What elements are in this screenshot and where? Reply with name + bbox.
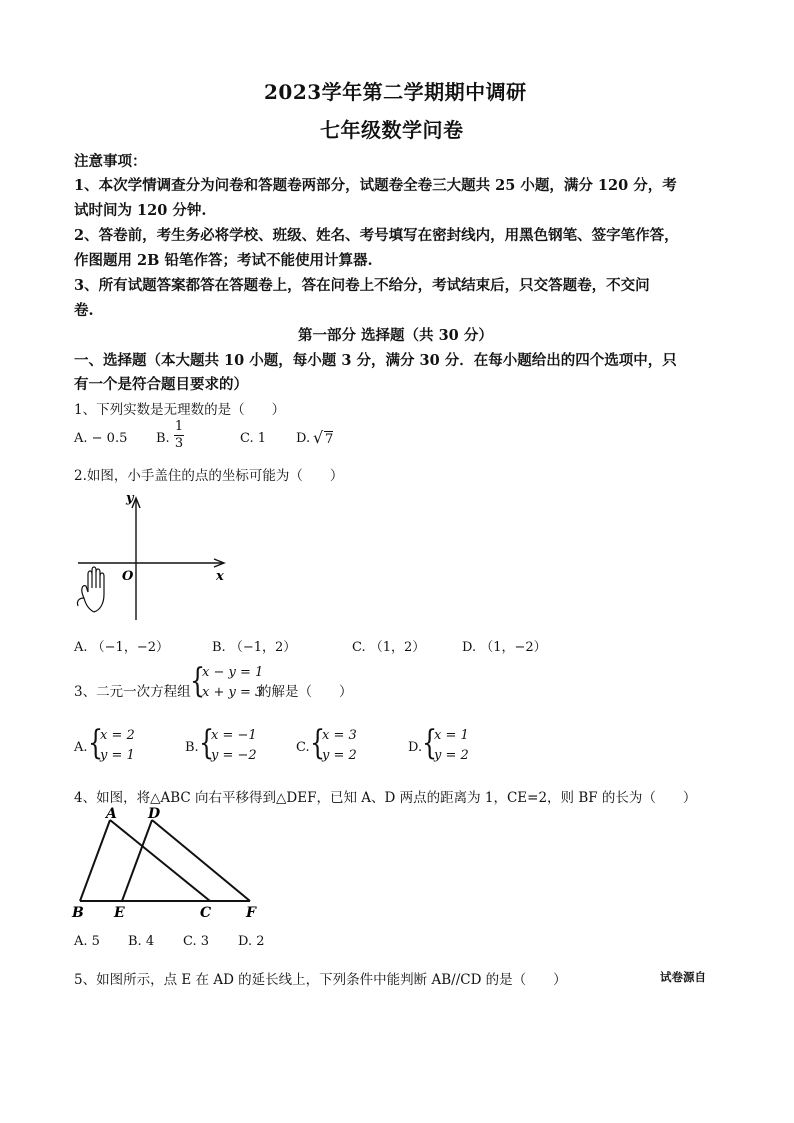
q3-b-eq1: x = −1 [211,728,257,743]
q3-d-brace: { [422,723,438,763]
q3-b-brace: { [199,723,215,763]
q3-equation-2: x + y = 3 [202,685,264,700]
q1-stem: 1、下列实数是无理数的是（ ） [74,402,286,418]
q4-option-c: C. 3 [183,934,210,949]
q3-option-d-system [434,726,469,766]
q3-c-eq2: y = 2 [322,748,357,763]
q4-label-a: A [106,806,117,822]
q3-system-brace: { [190,661,206,701]
q1-d-radicand: 7 [325,432,334,447]
q3-option-c-system [322,726,357,766]
note-3-line-1: 3、所有试题答案都答在答题卷上，答在问卷上不给分，考试结束后，只交答题卷，不交问 [74,277,650,294]
q2-coordinate-figure [70,488,240,624]
part1-heading: 第一部分 选择题（共 30 分） [298,327,493,344]
q3-a-eq1: x = 2 [100,728,135,743]
q2-x-label: x [216,569,224,584]
q1-option-c: C. 1 [240,431,267,446]
q2-origin-label: O [122,569,134,584]
q4-label-e: E [114,905,125,921]
note-2-line-1: 2、答卷前，考生务必将学校、班级、姓名、考号填写在密封线内，用黑色钢笔、签字笔作答， [74,227,679,244]
section-desc-line-1: 一、选择题（本大题共 10 小题，每小题 3 分，满分 30 分．在每小题给出的四个选项中，只 [74,352,677,369]
section-desc-line-2: 有一个是符合题目要求的） [74,376,248,393]
q2-y-label: y [126,491,134,506]
q3-option-b-system [211,726,257,766]
q3-option-a-system [100,726,135,766]
q3-option-c-label: C. [296,740,310,755]
q2-option-d: D. （1，−2） [462,640,547,655]
q3-a-eq2: y = 1 [100,748,135,763]
q4-side-ab [80,820,110,901]
q2-option-a: A. （−1，−2） [74,640,169,655]
q3-a-brace: { [88,723,104,763]
note-1-line-2: 试时间为 120 分钟. [74,202,207,219]
source-watermark: 试卷源自 [660,970,706,984]
page-subtitle: 七年级数学问卷 [320,118,464,142]
q1-b-numerator: 1 [174,419,184,434]
note-2-line-2: 作图题用 2B 铅笔作答；考试不能使用计算器. [74,252,373,269]
q4-option-b: B. 4 [128,934,155,949]
q4-side-ac [110,820,210,901]
q4-label-c: C [200,905,212,921]
q3-stem-suffix: 的解是（ ） [258,684,353,700]
q3-b-eq2: y = −2 [211,748,257,763]
q4-triangle-figure [70,804,270,924]
q3-option-b-label: B. [185,740,199,755]
q1-d-sqrt-sign: √ [313,428,324,447]
q4-option-a: A. 5 [74,934,100,949]
q4-option-d: D. 2 [238,934,265,949]
hand-icon [77,567,104,612]
q3-c-eq1: x = 3 [322,728,357,743]
note-3-line-2: 卷. [74,302,94,319]
q4-label-d: D [148,806,161,822]
q1-option-b-fraction [172,420,186,451]
q2-stem: 2.如图，小手盖住的点的坐标可能为（ ） [74,468,344,484]
q1-option-d-label: D. [296,431,311,446]
q3-c-brace: { [310,723,326,763]
q3-d-eq2: y = 2 [434,748,469,763]
q5-stem: 5、如图所示，点 E 在 AD 的延长线上，下列条件中能判断 AB//CD 的是（ ） [74,972,567,988]
page-title: 2023学年第二学期期中调研 [264,80,527,104]
q4-stem: 4、如图，将△ABC 向右平移得到△DEF，已知 A、D 两点的距离为 1，CE=2，则 BF 的长为（ ） [74,790,697,806]
q1-b-denominator: 3 [174,436,184,451]
q3-system [202,663,263,703]
q3-equation-1: x − y = 1 [202,665,264,680]
notes-heading: 注意事项： [74,153,147,170]
q1-option-b-label: B. [156,431,170,446]
q4-label-b: B [72,905,84,921]
q3-stem-prefix: 3、二元一次方程组 [74,684,191,700]
note-1-line-1: 1、本次学情调查分为问卷和答题卷两部分，试题卷全卷三大题共 25 小题，满分 120 分，考 [74,177,677,194]
q4-label-f: F [246,905,256,921]
q1-option-a: A. − 0.5 [74,431,128,446]
q3-d-eq1: x = 1 [434,728,469,743]
q2-option-b: B. （−1，2） [212,640,297,655]
q3-option-d-label: D. [408,740,423,755]
q4-side-df [152,820,250,901]
q3-option-a-label: A. [74,740,88,755]
q2-option-c: C. （1，2） [352,640,426,655]
